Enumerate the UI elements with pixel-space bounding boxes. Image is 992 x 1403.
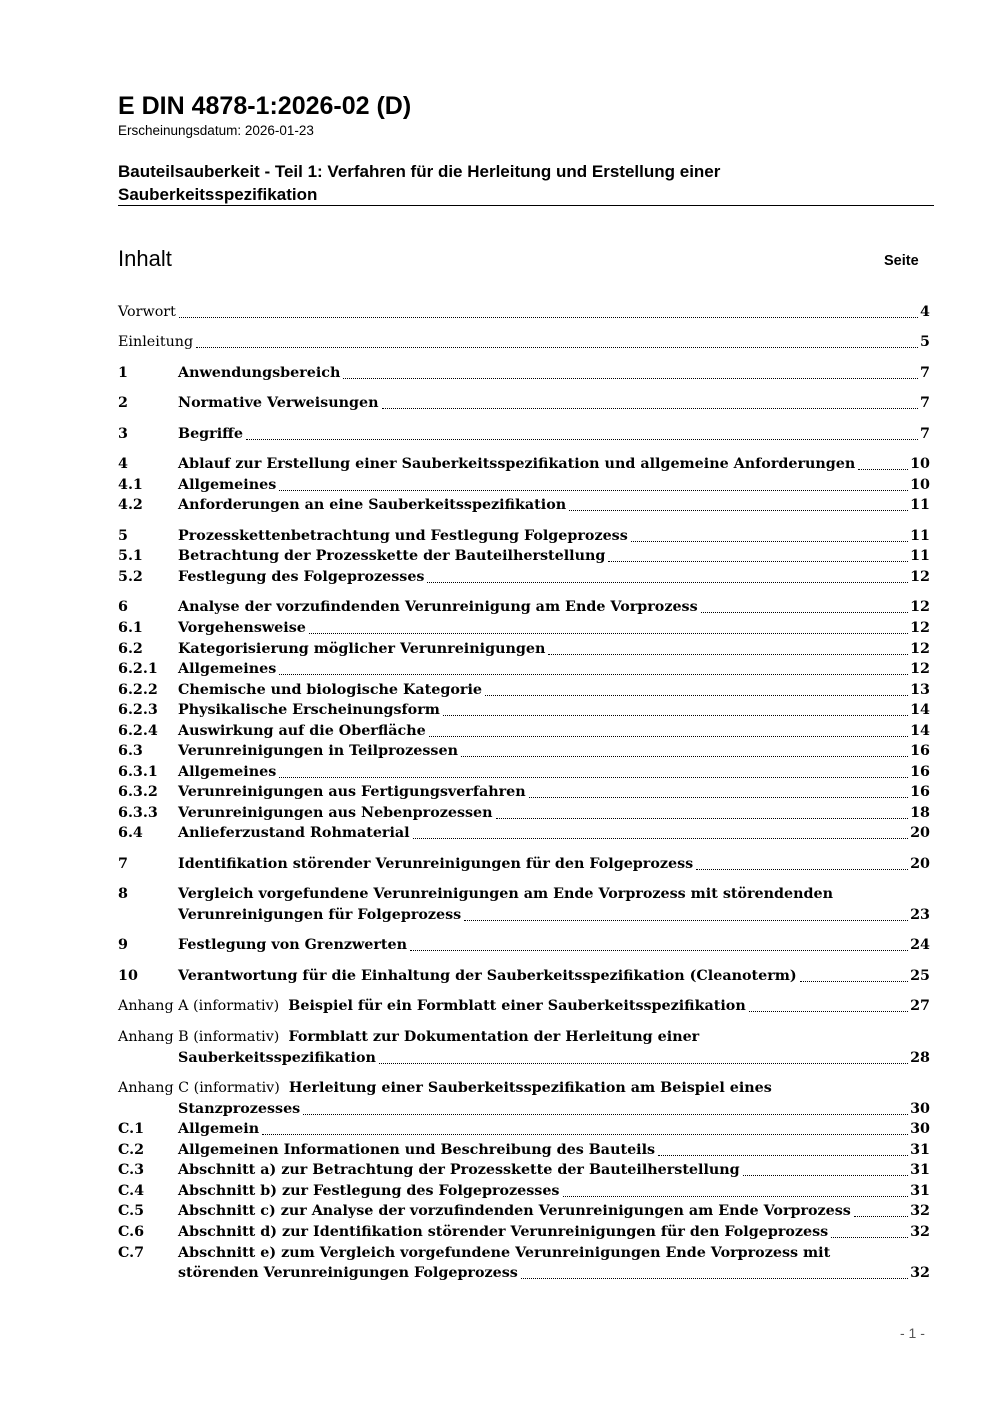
toc-page: 11 — [910, 497, 930, 513]
toc-number: 6.3.1 — [118, 764, 158, 780]
toc-entry-6-3-3[interactable] — [118, 801, 930, 822]
toc-page: 31 — [910, 1142, 930, 1158]
toc-page: 20 — [910, 856, 930, 872]
toc-entry-6-3[interactable] — [118, 739, 930, 760]
toc-entry-c-5[interactable] — [118, 1199, 930, 1220]
dot-leader — [569, 510, 908, 511]
dot-leader — [464, 920, 908, 921]
dot-leader — [343, 378, 918, 379]
toc-page: 7 — [920, 426, 930, 442]
toc-entry-annex-b-continued[interactable] — [118, 1046, 930, 1067]
toc-title: Allgemeines — [178, 477, 277, 493]
toc-title: Auswirkung auf die Oberfläche — [178, 723, 426, 739]
document-title: Bauteilsauberkeit - Teil 1: Verfahren für die Herleitung und Erstellung einer Sauberkeitsspezifikation — [118, 162, 721, 204]
toc-number: 6.2.3 — [118, 702, 158, 718]
title-rule — [118, 205, 934, 206]
dot-leader — [427, 582, 908, 583]
toc-number: C.1 — [118, 1121, 145, 1137]
toc-number: 6.2.1 — [118, 661, 158, 677]
toc-entry-c-3[interactable] — [118, 1158, 930, 1179]
toc-entry-vorwort[interactable] — [118, 300, 930, 321]
toc-page: 24 — [910, 937, 930, 953]
standard-id: E DIN 4878-1:2026-02 (D) — [118, 92, 412, 120]
dot-leader — [410, 950, 908, 951]
toc-title: Anwendungsbereich — [178, 365, 341, 381]
dot-leader — [246, 439, 918, 440]
toc-number: 5.2 — [118, 569, 143, 585]
toc-title: Kategorisierung möglicher Verunreinigungen — [178, 641, 546, 657]
toc-title: Verunreinigungen aus Nebenprozessen — [178, 805, 493, 821]
toc-number: 6.2.4 — [118, 723, 158, 739]
dot-leader — [631, 541, 908, 542]
toc-page: 23 — [910, 907, 930, 923]
toc-number: 6.2 — [118, 641, 143, 657]
dot-leader — [279, 490, 908, 491]
dot-leader — [563, 1196, 909, 1197]
toc-number: 6 — [118, 599, 128, 615]
toc-title: Allgemeinen Informationen und Beschreibung des Bauteils — [178, 1142, 656, 1158]
dot-leader — [608, 561, 908, 562]
dot-leader — [529, 797, 908, 798]
dot-leader — [179, 317, 918, 318]
toc-entry-5-1[interactable] — [118, 544, 930, 565]
toc-title: Verunreinigungen aus Fertigungsverfahren — [178, 784, 526, 800]
dot-leader — [521, 1278, 908, 1279]
toc-entry-c-6[interactable] — [118, 1220, 930, 1241]
toc-number: C.3 — [118, 1162, 145, 1178]
toc-page: 12 — [910, 641, 930, 657]
toc-entry-6-3-1[interactable] — [118, 760, 930, 781]
toc-title: Verantwortung für die Einhaltung der Sauberkeitsspezifikation (Cleanoterm) — [178, 968, 797, 984]
toc-page: 12 — [910, 620, 930, 636]
dot-leader — [382, 408, 919, 409]
toc-title: Physikalische Erscheinungsform — [178, 702, 440, 718]
toc-title: Einleitung — [118, 334, 194, 350]
toc-title: Abschnitt c) zur Analyse der vorzufindenden Verunreinigungen am Ende Vorprozess — [178, 1203, 851, 1219]
toc-page: 11 — [910, 528, 930, 544]
toc-page: 16 — [910, 784, 930, 800]
toc-entry-9[interactable] — [118, 933, 930, 954]
toc-title: Allgemeines — [178, 661, 277, 677]
toc-entry-annex-c-continued[interactable] — [118, 1097, 930, 1118]
toc-entry-annex-c[interactable] — [118, 1076, 930, 1097]
dot-leader — [429, 736, 908, 737]
dot-leader — [279, 674, 908, 675]
toc-page: 16 — [910, 764, 930, 780]
toc-title: Chemische und biologische Kategorie — [178, 682, 482, 698]
dot-leader — [831, 1237, 908, 1238]
toc-title: Abschnitt b) zur Festlegung des Folgeprozesses — [178, 1183, 560, 1199]
toc-page: 31 — [910, 1162, 930, 1178]
toc-number: 1 — [118, 365, 128, 381]
dot-leader — [749, 1011, 908, 1012]
toc-title: Vergleich vorgefundene Verunreinigungen am Ende Vorprozess mit störendenden — [178, 886, 834, 902]
toc-entry-annex-b[interactable] — [118, 1025, 930, 1046]
toc-title: Formblatt zur Dokumentation der Herleitung einer — [288, 1029, 700, 1045]
toc-number: 6.3.3 — [118, 805, 158, 821]
toc-title: Sauberkeitsspezifikation — [178, 1050, 376, 1066]
toc-title: Festlegung des Folgeprozesses — [178, 569, 425, 585]
dot-leader — [303, 1114, 908, 1115]
footer-page-number: - 1 - — [900, 1325, 925, 1341]
toc-entry-c-2[interactable] — [118, 1138, 930, 1159]
toc-number: 4.1 — [118, 477, 143, 493]
toc-number: 7 — [118, 856, 128, 872]
toc-page: 32 — [910, 1203, 930, 1219]
toc-entry-8[interactable] — [118, 882, 930, 903]
toc-heading: Inhalt — [118, 246, 172, 271]
dot-leader — [743, 1175, 908, 1176]
toc-entry-6-2-4[interactable] — [118, 719, 930, 740]
toc-title: Betrachtung der Prozesskette der Bauteilherstellung — [178, 548, 606, 564]
toc-entry-c-7[interactable] — [118, 1241, 930, 1262]
dot-leader — [262, 1134, 908, 1135]
toc-title: Festlegung von Grenzwerten — [178, 937, 408, 953]
toc-number: 3 — [118, 426, 128, 442]
toc-entry-6-2-2[interactable] — [118, 678, 930, 699]
toc-entry-8-continued[interactable] — [118, 903, 930, 924]
toc-title: Normative Verweisungen — [178, 395, 379, 411]
toc-page: 28 — [910, 1050, 930, 1066]
toc-title: Abschnitt d) zur Identifikation störender Verunreinigungen für den Folgeprozess — [178, 1224, 829, 1240]
dot-leader — [658, 1155, 908, 1156]
page-column-label: Seite — [884, 253, 919, 269]
toc-number: C.6 — [118, 1224, 145, 1240]
toc-page: 30 — [910, 1101, 930, 1117]
toc-title: Vorgehensweise — [178, 620, 306, 636]
toc-number: 6.1 — [118, 620, 143, 636]
toc-page: 32 — [910, 1224, 930, 1240]
toc-entry-4-2[interactable] — [118, 493, 930, 514]
toc-title: störenden Verunreinigungen Folgeprozess — [178, 1265, 518, 1281]
toc-entry-6-4[interactable] — [118, 821, 930, 842]
toc-entry-1[interactable] — [118, 361, 930, 382]
toc-number: 5.1 — [118, 548, 143, 564]
dot-leader — [496, 818, 909, 819]
toc-page: 27 — [910, 998, 930, 1014]
toc-page: 10 — [910, 456, 930, 472]
dot-leader — [800, 981, 908, 982]
toc-title: Analyse der vorzufindenden Verunreinigung am Ende Vorprozess — [178, 599, 698, 615]
toc-entry-10[interactable] — [118, 964, 930, 985]
toc-page: 16 — [910, 743, 930, 759]
toc-entry-2[interactable] — [118, 391, 930, 412]
toc-entry-3[interactable] — [118, 422, 930, 443]
toc-page: 20 — [910, 825, 930, 841]
toc-page: 11 — [910, 548, 930, 564]
toc-entry-5[interactable] — [118, 524, 930, 545]
toc-page: 31 — [910, 1183, 930, 1199]
toc-page: 7 — [920, 365, 930, 381]
toc-number: C.4 — [118, 1183, 145, 1199]
toc-title: Abschnitt a) zur Betrachtung der Prozesskette der Bauteilherstellung — [178, 1162, 740, 1178]
toc-number: C.2 — [118, 1142, 145, 1158]
toc-page: 30 — [910, 1121, 930, 1137]
toc-number: 4.2 — [118, 497, 143, 513]
toc-entry-6-1[interactable] — [118, 616, 930, 637]
toc-title: Allgemeines — [178, 764, 277, 780]
dot-leader — [309, 633, 908, 634]
toc-page: 4 — [920, 304, 930, 320]
toc-page: 25 — [910, 968, 930, 984]
dot-leader — [379, 1063, 908, 1064]
publication-date: Erscheinungsdatum: 2026-01-23 — [118, 123, 314, 138]
toc-page: 12 — [910, 569, 930, 585]
toc-page: 7 — [920, 395, 930, 411]
toc-entry-c-4[interactable] — [118, 1179, 930, 1200]
toc-number: 8 — [118, 886, 128, 902]
toc-entry-6[interactable] — [118, 595, 930, 616]
dot-leader — [413, 838, 909, 839]
toc-page: 14 — [910, 723, 930, 739]
toc-number: 5 — [118, 528, 128, 544]
toc-page: 12 — [910, 599, 930, 615]
toc-page: 10 — [910, 477, 930, 493]
toc-entry-5-2[interactable] — [118, 565, 930, 586]
dot-leader — [196, 347, 918, 348]
toc-page: 13 — [910, 682, 930, 698]
toc-entry-4[interactable] — [118, 452, 930, 473]
toc-number: 6.3 — [118, 743, 143, 759]
dot-leader — [696, 869, 908, 870]
dot-leader — [485, 695, 908, 696]
toc-title: Prozesskettenbetrachtung und Festlegung Folgeprozess — [178, 528, 628, 544]
toc-entry-7[interactable] — [118, 852, 930, 873]
dot-leader — [279, 777, 908, 778]
toc-entry-6-2-1[interactable] — [118, 657, 930, 678]
toc-number: 6.4 — [118, 825, 143, 841]
toc-title: Ablauf zur Erstellung einer Sauberkeitsspezifikation und allgemeine Anforderungen — [178, 456, 856, 472]
toc-page: 12 — [910, 661, 930, 677]
dot-leader — [548, 654, 908, 655]
toc-title: Begriffe — [178, 426, 243, 442]
toc-title: Herleitung einer Sauberkeitsspezifikation am Beispiel eines — [288, 1080, 772, 1096]
toc-entry-annex-a[interactable] — [118, 994, 930, 1015]
dot-leader — [858, 469, 908, 470]
dot-leader — [443, 715, 908, 716]
toc-number: 9 — [118, 937, 128, 953]
toc-number: 10 — [118, 968, 138, 984]
toc-title: Allgemein — [178, 1121, 260, 1137]
toc-title: Identifikation störender Verunreinigungen für den Folgeprozess — [178, 856, 694, 872]
toc-title: Abschnitt e) zum Vergleich vorgefundene Verunreinigungen Ende Vorprozess mit — [178, 1245, 831, 1261]
dot-leader — [854, 1216, 908, 1217]
toc-title: Vorwort — [118, 304, 176, 320]
toc-title: Verunreinigungen in Teilprozessen — [178, 743, 458, 759]
toc-entry-einleitung[interactable] — [118, 330, 930, 351]
toc-page: 32 — [910, 1265, 930, 1281]
annex-label: Anhang B (informativ) — [118, 1029, 280, 1045]
toc-title: Anlieferzustand Rohmaterial — [178, 825, 410, 841]
toc-page: 5 — [920, 334, 930, 350]
toc-page: 14 — [910, 702, 930, 718]
toc-entry-6-2-3[interactable] — [118, 698, 930, 719]
toc-number: C.7 — [118, 1245, 145, 1261]
toc-title: Stanzprozesses — [178, 1101, 301, 1117]
toc-title: Anforderungen an eine Sauberkeitsspezifikation — [178, 497, 567, 513]
toc-entry-6-3-2[interactable] — [118, 780, 930, 801]
annex-label: Anhang A (informativ) — [118, 998, 280, 1014]
dot-leader — [461, 756, 908, 757]
toc-number: C.5 — [118, 1203, 145, 1219]
toc-title: Verunreinigungen für Folgeprozess — [178, 907, 462, 923]
toc-title: Beispiel für ein Formblatt einer Sauberkeitsspezifikation — [288, 998, 746, 1014]
toc-entry-4-1[interactable] — [118, 473, 930, 494]
toc-entry-c-1[interactable] — [118, 1117, 930, 1138]
toc-page: 18 — [910, 805, 930, 821]
dot-leader — [701, 612, 908, 613]
toc-number: 6.2.2 — [118, 682, 158, 698]
toc-number: 4 — [118, 456, 128, 472]
toc-number: 2 — [118, 395, 128, 411]
toc-entry-c-7-continued[interactable] — [118, 1261, 930, 1282]
toc-number: 6.3.2 — [118, 784, 158, 800]
annex-label: Anhang C (informativ) — [118, 1080, 280, 1096]
toc-entry-6-2[interactable] — [118, 637, 930, 658]
